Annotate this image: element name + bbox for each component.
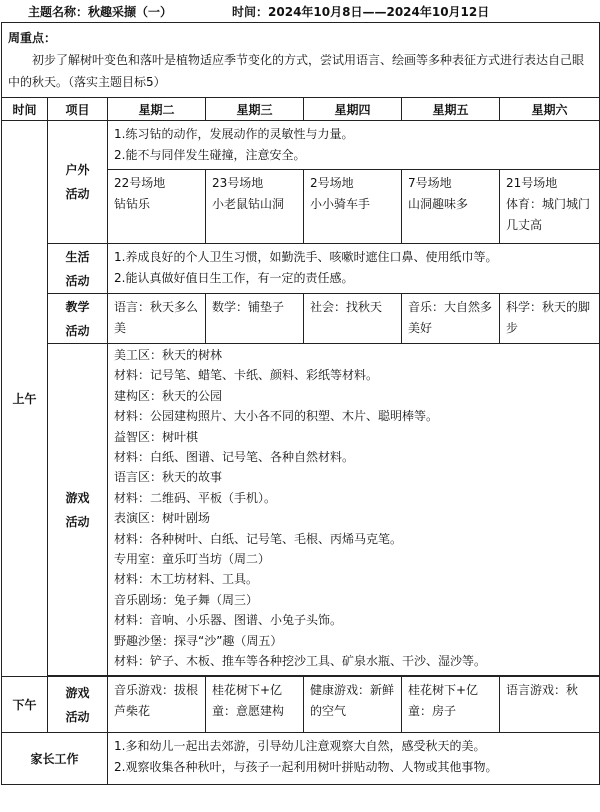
game-line: 材料：二维码、平板（手机）。 [114, 490, 277, 505]
teaching-wednesday: 数学：铺垫子 [206, 294, 304, 344]
col-item: 项目 [48, 98, 108, 121]
date-range: 时间：2024年10月8日——2024年10月12日 [232, 4, 490, 19]
game-line: 材料：白纸、图谱、记号笔、各种自然材料。 [114, 450, 355, 465]
teaching-activity-label: 教学 活动 [48, 294, 108, 344]
game-line: 建构区：秋天的公园 [114, 388, 223, 403]
parent-work-content [108, 733, 600, 785]
game-line: 材料：公园建构照片、大小各不同的积塑、木片、聪明棒等。 [114, 409, 439, 424]
afternoon-friday: 桂花树下+亿童：房子 [402, 677, 500, 733]
col-thursday: 星期四 [304, 98, 402, 121]
weekly-focus-title: 周重点： [8, 31, 57, 45]
theme-name: 主题名称：秋趣采撷（一） [28, 4, 173, 19]
outdoor-goals [108, 121, 600, 170]
game-line: 美工区：秋天的树林 [114, 348, 223, 362]
life-activity-label: 生活 活动 [48, 244, 108, 294]
outdoor-tuesday: 22号场地 钻钻乐 [108, 170, 206, 244]
document-header [0, 0, 600, 22]
weekly-focus [2, 23, 600, 98]
col-time: 时间 [2, 98, 48, 121]
game-line: 材料：音响、小乐器、图谱、小兔子头饰。 [114, 613, 343, 628]
outdoor-goal-2: 2.能不与同伴发生碰撞，注意安全。 [114, 148, 306, 162]
game-line: 野趣沙堡：探寻“沙”趣（周五） [114, 633, 283, 648]
afternoon-wednesday: 桂花树下+亿童：意愿建构 [206, 677, 304, 733]
teaching-friday: 音乐：大自然多美好 [402, 294, 500, 344]
life-line-1: 1.养成良好的个人卫生习惯，如勤洗手、咳嗽时遮住口鼻、使用纸巾等。 [114, 250, 498, 264]
game-line: 表演区：树叶剧场 [114, 511, 211, 526]
weekly-focus-body: 初步了解树叶变色和落叶是植物适应季节变化的方式，尝试用语言、绘画等多种表征方式进行表达自己眼中的秋天。（落实主题目标5） [8, 53, 585, 89]
parent-line-1: 1.多和幼儿一起出去郊游，引导幼儿注意观察大自然，感受秋天的美。 [114, 739, 486, 753]
col-tuesday: 星期二 [108, 98, 206, 121]
outdoor-activity-label: 户外 活动 [48, 121, 108, 244]
game-line: 益智区：树叶棋 [114, 429, 199, 444]
afternoon-thursday: 健康游戏：新鲜的空气 [304, 677, 402, 733]
life-activity-content [108, 244, 600, 294]
col-saturday: 星期六 [500, 98, 600, 121]
teaching-thursday: 社会：找秋天 [304, 294, 402, 344]
game-line: 材料：记号笔、蜡笔、卡纸、颜料、彩纸等材料。 [114, 368, 379, 383]
afternoon-label: 下午 [2, 677, 48, 733]
life-line-2: 2.能认真做好值日生工作，有一定的责任感。 [114, 271, 354, 285]
afternoon-saturday: 语言游戏：秋 [500, 677, 600, 733]
game-line: 材料：铲子、木板、推车等各种挖沙工具、矿泉水瓶、干沙、湿沙等。 [114, 654, 487, 669]
game-line: 专用室：童乐叮当坊（周二） [114, 552, 271, 567]
outdoor-saturday: 21号场地 体育：城门城门几丈高 [500, 170, 600, 244]
game-line: 语言区：秋天的故事 [114, 470, 223, 485]
game-activity-label: 游戏 活动 [48, 344, 108, 676]
game-line: 音乐剧场：兔子舞（周三） [114, 592, 259, 607]
weekly-plan-table [1, 22, 600, 785]
parent-line-2: 2.观察收集各种秋叶，与孩子一起利用树叶拼贴动物、人物或其他事物。 [114, 760, 498, 774]
game-line: 材料：各种树叶、白纸、记号笔、毛根、丙烯马克笔。 [114, 531, 403, 546]
outdoor-wednesday: 23号场地 小老鼠钻山洞 [206, 170, 304, 244]
column-header-row [2, 98, 600, 121]
afternoon-tuesday: 音乐游戏：拔根芦柴花 [108, 677, 206, 733]
afternoon-game-label: 游戏 活动 [48, 677, 108, 733]
morning-label: 上午 [2, 121, 48, 677]
parent-work-label: 家长工作 [2, 733, 108, 785]
outdoor-goal-1: 1.练习钻的动作，发展动作的灵敏性与力量。 [114, 127, 354, 141]
col-wednesday: 星期三 [206, 98, 304, 121]
game-line: 材料：木工坊材料、工具。 [114, 572, 259, 587]
teaching-saturday: 科学：秋天的脚步 [500, 294, 600, 344]
col-friday: 星期五 [402, 98, 500, 121]
outdoor-friday: 7号场地 山洞趣味多 [402, 170, 500, 244]
outdoor-thursday: 2号场地 小小骑车手 [304, 170, 402, 244]
teaching-tuesday: 语言：秋天多么美 [108, 294, 206, 344]
game-areas-list [108, 344, 600, 676]
